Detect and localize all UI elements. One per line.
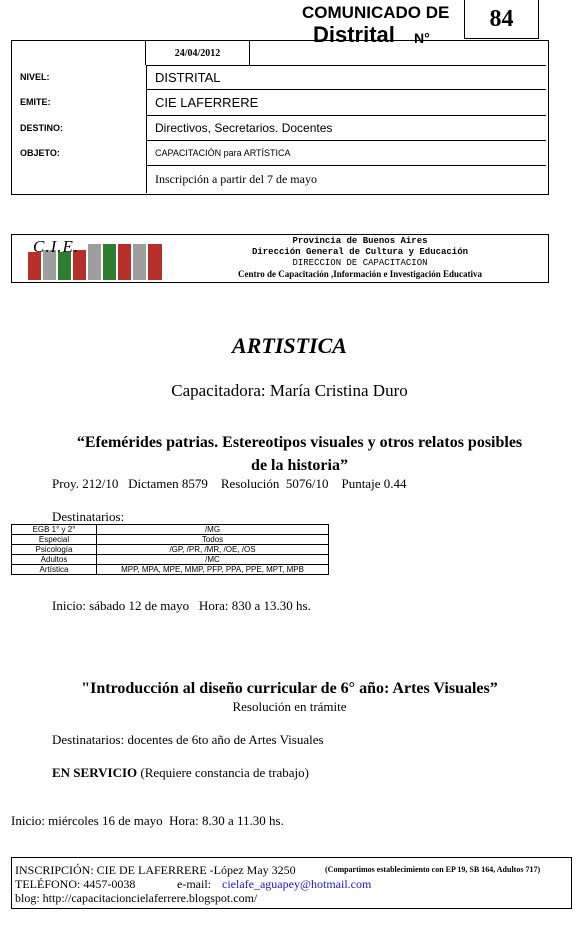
comunicado-number: 84: [464, 0, 539, 39]
comunicado-title: COMUNICADO DE: [302, 3, 450, 22]
course2-servicio: [52, 765, 309, 781]
cie-logo-text: C.I.E.: [33, 237, 80, 256]
footer-telefono: TELÉFONO: 4457-0038: [15, 877, 136, 891]
number-label: N°: [414, 30, 430, 46]
banner-line1: Provincia de Buenos Aires: [292, 236, 428, 246]
footer-compartimos: (Compartimos establecimiento con EP 19, SB 164, Adultos 717): [325, 865, 541, 874]
emite-value: CIE LAFERRERE: [146, 90, 546, 116]
course2-title: "Introducción al diseño curricular de 6° año: Artes Visuales”: [81, 680, 498, 697]
emite-label: EMITE:: [20, 97, 51, 107]
footer-inscripcion: INSCRIPCIÓN: CIE DE LAFERRERE -López May 3250: [15, 863, 296, 877]
servicio-note: (Requiere constancia de trabajo): [137, 765, 309, 780]
table-cell: MPP, MPA, MPE, MMP, PFP, PPA, PPE, MPT, MPB: [97, 565, 329, 575]
table-cell: Todos: [97, 535, 329, 545]
footer-blog[interactable]: blog: http://capacitacioncielaferrere.blogspot.com/: [15, 891, 258, 905]
nivel-value: DISTRITAL: [146, 65, 546, 90]
servicio-bold: EN SERVICIO: [52, 765, 138, 780]
destino-value: Directivos, Secretarios. Docentes: [146, 116, 546, 141]
table-row: [12, 535, 329, 545]
date: 24/04/2012: [145, 40, 250, 65]
course1-title-line2: de la historia”: [251, 457, 348, 474]
course2-inicio: Inicio: miércoles 16 de mayo Hora: 8.30 a 11.30 hs.: [11, 813, 284, 828]
nivel-label: NIVEL:: [20, 72, 50, 82]
destino-label: DESTINO:: [20, 123, 64, 133]
capacitadora: Capacitadora: María Cristina Duro: [171, 381, 408, 400]
email-link[interactable]: cielafe_aguapey@hotmail.com: [222, 877, 372, 891]
course2-resolucion: Resolución en trámite: [232, 699, 347, 714]
inscripcion-note: Inscripción a partir del 7 de mayo: [146, 166, 546, 193]
table-row: [12, 555, 329, 565]
table-cell: EGB 1° y 2°: [12, 525, 97, 535]
course1-inicio: Inicio: sábado 12 de mayo Hora: 830 a 13.30 hs.: [52, 598, 311, 613]
table-cell: /MC: [97, 555, 329, 565]
section-title: ARTISTICA: [232, 333, 347, 358]
table-row: [12, 525, 329, 535]
table-cell: Psicología: [12, 545, 97, 555]
table-cell: /GP, /PR, /MR, /OE, /OS: [97, 545, 329, 555]
destinatarios-table: [11, 524, 329, 575]
banner-line2: Dirección General de Cultura y Educación: [251, 247, 469, 257]
table-row: [12, 565, 329, 575]
banner-line4: Centro de Capacitación ,Información e Investigación Educativa: [237, 269, 483, 279]
table-row: [12, 545, 329, 555]
course2-destinatarios: Destinatarios: docentes de 6to año de Artes Visuales: [52, 732, 324, 747]
table-cell: Artística: [12, 565, 97, 575]
banner-line3: DIRECCION DE CAPACITACION: [292, 258, 428, 268]
objeto-label: OBJETO:: [20, 148, 60, 158]
course1-details: Proy. 212/10 Dictamen 8579 Resolución 5076/10 Puntaje 0.44: [52, 476, 407, 491]
comunicado-subtitle: Distrital: [313, 22, 395, 47]
table-cell: Adultos: [12, 555, 97, 565]
course1-destinatarios-label: Destinatarios:: [52, 509, 125, 524]
footer-box: [11, 857, 572, 909]
table-cell: Especial: [12, 535, 97, 545]
table-cell: /MG: [97, 525, 329, 535]
objeto-value: CAPACITACIÓN para ARTÍSTICA: [146, 141, 546, 166]
footer-email-label: e-mail:: [177, 877, 211, 891]
course1-title-line1: “Efemérides patrias. Estereotipos visuales y otros relatos posibles: [76, 434, 523, 451]
